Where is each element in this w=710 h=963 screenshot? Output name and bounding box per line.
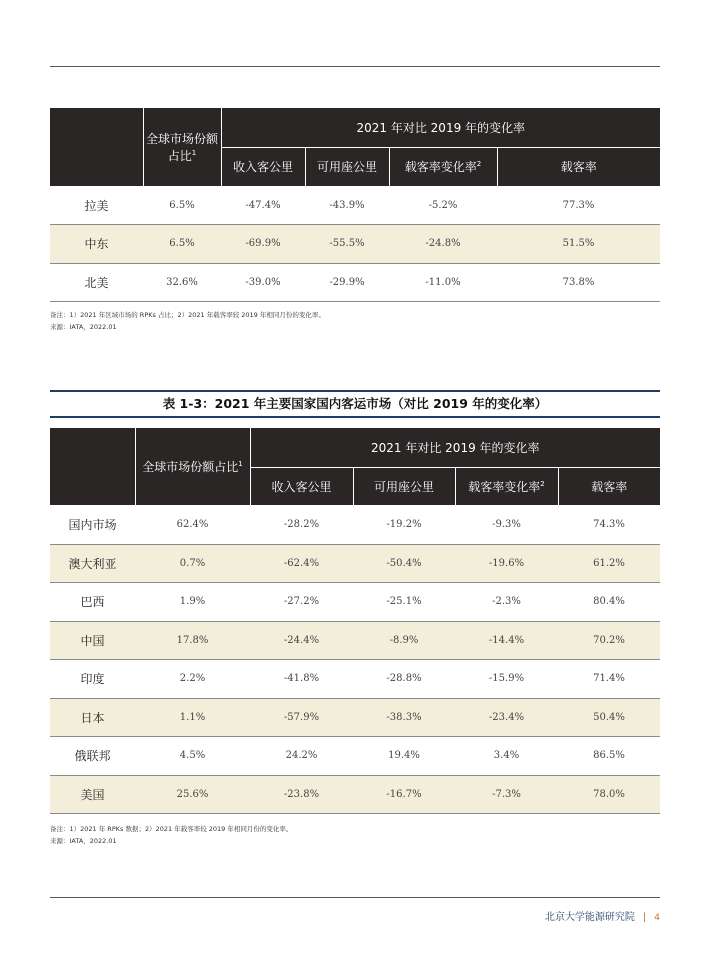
ask-cell: -28.8% — [353, 659, 455, 698]
ask-cell: -55.5% — [305, 224, 389, 263]
rpk-cell: -57.9% — [250, 698, 353, 736]
ask-header: 可用座公里 — [305, 147, 389, 186]
row-name: 美国 — [50, 775, 135, 813]
load-factor-cell: 70.2% — [558, 621, 660, 659]
table-row — [50, 186, 660, 224]
rpk-cell: -27.2% — [250, 582, 353, 621]
load-factor-change-cell: -2.3% — [455, 582, 558, 621]
rpk-header: 收入客公里 — [250, 467, 353, 505]
rpk-cell: -62.4% — [250, 544, 353, 582]
footer-divider: | — [642, 912, 647, 923]
load-factor-header: 载客率 — [558, 467, 660, 505]
load-factor-change-cell: -15.9% — [455, 659, 558, 698]
share-cell: 2.2% — [135, 659, 250, 698]
load-factor-cell: 51.5% — [497, 224, 660, 263]
load-factor-cell: 77.3% — [497, 186, 660, 224]
domestic-market-table — [50, 428, 660, 814]
ask-cell: -25.1% — [353, 582, 455, 621]
share-cell: 32.6% — [143, 263, 221, 301]
load-factor-cell: 61.2% — [558, 544, 660, 582]
row-name: 国内市场 — [50, 505, 135, 544]
row-name: 澳大利亚 — [50, 544, 135, 582]
row-name: 中国 — [50, 621, 135, 659]
ask-cell: 19.4% — [353, 736, 455, 775]
load-factor-cell: 73.8% — [497, 263, 660, 301]
share-cell: 62.4% — [135, 505, 250, 544]
load-factor-change-cell: -14.4% — [455, 621, 558, 659]
rpk-cell: -24.4% — [250, 621, 353, 659]
load-factor-change-cell: -24.8% — [389, 224, 497, 263]
page-number: 4 — [654, 913, 660, 923]
row-name: 日本 — [50, 698, 135, 736]
ask-cell: -29.9% — [305, 263, 389, 301]
rpk-cell: -23.8% — [250, 775, 353, 813]
share-cell: 6.5% — [143, 224, 221, 263]
ask-cell: -8.9% — [353, 621, 455, 659]
load-factor-change-cell: -9.3% — [455, 505, 558, 544]
load-factor-header: 载客率 — [497, 147, 660, 186]
load-factor-cell: 50.4% — [558, 698, 660, 736]
rpk-cell: -47.4% — [221, 186, 305, 224]
share-cell: 1.9% — [135, 582, 250, 621]
ask-cell: -50.4% — [353, 544, 455, 582]
table2-title: 表 1-3：2021 年主要国家国内客运市场（对比 2019 年的变化率） — [50, 390, 660, 418]
regional-market-table — [50, 108, 660, 302]
table2-notes — [50, 823, 292, 847]
table1-notes — [50, 309, 325, 333]
top-rule — [50, 66, 660, 67]
load-factor-change-cell: 3.4% — [455, 736, 558, 775]
ask-header: 可用座公里 — [353, 467, 455, 505]
share-cell: 1.1% — [135, 698, 250, 736]
table-row — [50, 621, 660, 659]
row-name: 中东 — [50, 224, 143, 263]
table1-source: 来源：IATA，2022.01 — [50, 323, 117, 331]
load-factor-change-header: 载客率变化率$^2$ — [455, 467, 558, 505]
table-row — [50, 659, 660, 698]
load-factor-cell: 71.4% — [558, 659, 660, 698]
table-row — [50, 698, 660, 736]
load-factor-change-cell: -5.2% — [389, 186, 497, 224]
row-name: 拉美 — [50, 186, 143, 224]
share-header: 全球市场份额占比$^1$ — [135, 428, 250, 505]
corner-header-cell — [50, 428, 135, 505]
load-factor-cell: 74.3% — [558, 505, 660, 544]
table-row — [50, 775, 660, 813]
load-factor-change-header: 载客率变化率$^2$ — [389, 147, 497, 186]
share-cell: 0.7% — [135, 544, 250, 582]
load-factor-change-cell: -7.3% — [455, 775, 558, 813]
rpk-cell: -69.9% — [221, 224, 305, 263]
change-group-header: 2021 年对比 2019 年的变化率 — [221, 108, 660, 147]
bottom-rule — [50, 897, 660, 898]
load-factor-change-cell: -11.0% — [389, 263, 497, 301]
corner-header-cell — [50, 108, 143, 186]
table-row — [50, 224, 660, 263]
share-cell: 17.8% — [135, 621, 250, 659]
load-factor-cell: 86.5% — [558, 736, 660, 775]
load-factor-cell: 78.0% — [558, 775, 660, 813]
rpk-cell: -41.8% — [250, 659, 353, 698]
page-footer — [545, 908, 660, 923]
table1-footnote: 备注：1）2021 年区域市场的 RPKs 占比；2）2021 年载客率较 2019 年相同月份的变化率。 — [50, 311, 325, 319]
ask-cell: -43.9% — [305, 186, 389, 224]
table-row — [50, 263, 660, 301]
share-cell: 6.5% — [143, 186, 221, 224]
table-row — [50, 544, 660, 582]
rpk-header: 收入客公里 — [221, 147, 305, 186]
table2-source: 来源：IATA，2022.01 — [50, 837, 117, 845]
ask-cell: -16.7% — [353, 775, 455, 813]
rpk-cell: -39.0% — [221, 263, 305, 301]
row-name: 俄联邦 — [50, 736, 135, 775]
load-factor-change-cell: -19.6% — [455, 544, 558, 582]
row-name: 巴西 — [50, 582, 135, 621]
ask-cell: -38.3% — [353, 698, 455, 736]
ask-cell: -19.2% — [353, 505, 455, 544]
table2-footnote: 备注：1）2021 年 RPKs 数据；2）2021 年载客率较 2019 年相同月份的变化率。 — [50, 825, 293, 833]
share-header: 全球市场份额占比$^1$ — [143, 108, 221, 186]
table-row — [50, 582, 660, 621]
share-cell: 25.6% — [135, 775, 250, 813]
rpk-cell: -28.2% — [250, 505, 353, 544]
share-cell: 4.5% — [135, 736, 250, 775]
table-row — [50, 736, 660, 775]
load-factor-cell: 80.4% — [558, 582, 660, 621]
table-row — [50, 505, 660, 544]
rpk-cell: 24.2% — [250, 736, 353, 775]
row-name: 北美 — [50, 263, 143, 301]
load-factor-change-cell: -23.4% — [455, 698, 558, 736]
change-group-header: 2021 年对比 2019 年的变化率 — [250, 428, 660, 467]
row-name: 印度 — [50, 659, 135, 698]
institute-name: 北京大学能源研究院 — [544, 912, 635, 923]
